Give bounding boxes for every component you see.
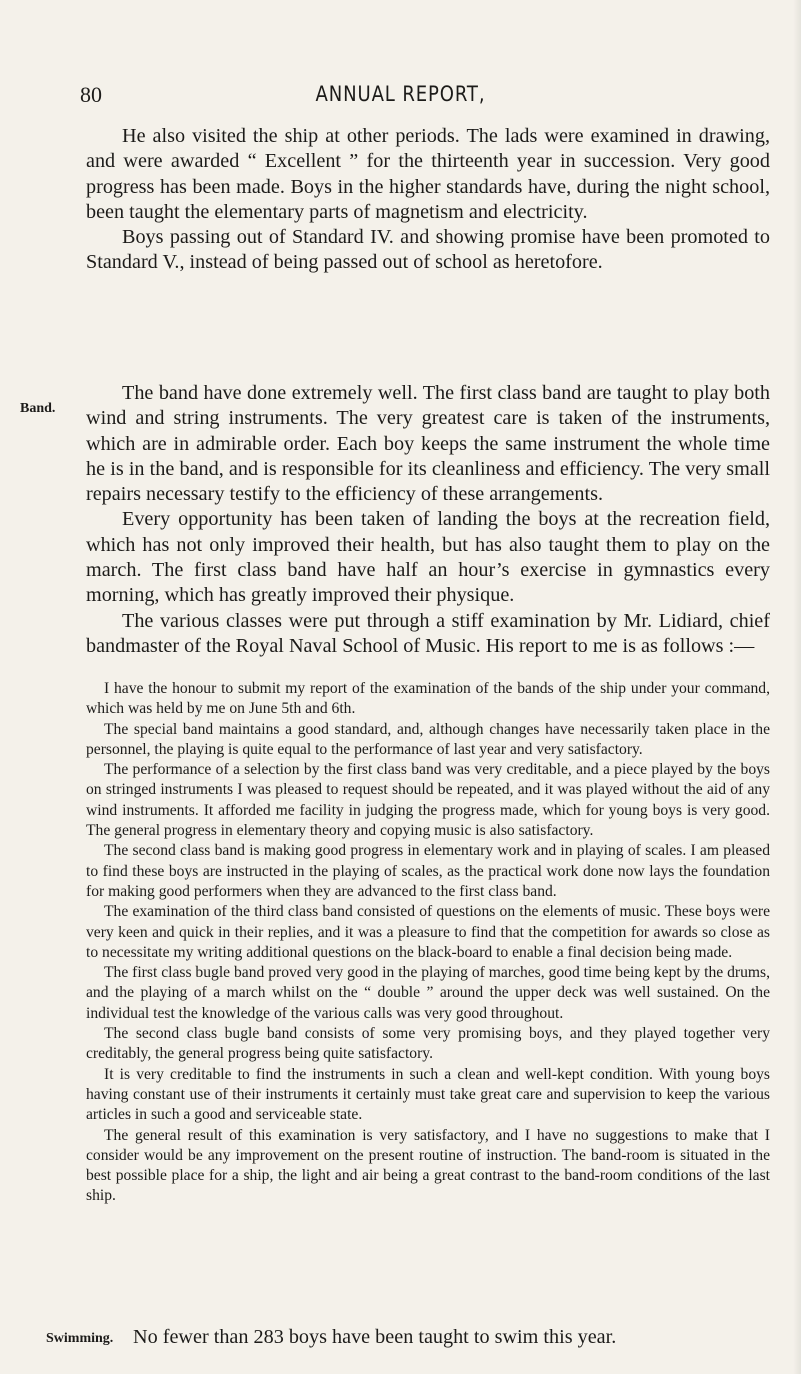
band-margin-heading: Band. bbox=[20, 401, 56, 416]
bandmaster-report bbox=[86, 679, 770, 1207]
paragraph: He also visited the ship at other periods. The lads were examined in drawing, and were awarded “ Excellent ” for the thirteenth year in succession. Very good progress has been made. Boys in the higher standards have, during the night school, been taught the elementary parts of magnetism and electricity. bbox=[86, 125, 770, 223]
report-paragraph: The general result of this examination is very satisfactory, and I have no suggestions to make that I consider would be any improvement on the present routine of instruction. The band-room is situated in the best possible place for a ship, the light and air being a great contrast to the band-room conditions of the last ship. bbox=[86, 1126, 770, 1205]
report-paragraph: The second class band is making good progress in elementary work and in playing of scales. I am pleased to find these boys are instructed in the playing of scales, as the practical work done now lays the foundation for making good performers when they are advanced to the first class band. bbox=[86, 842, 770, 900]
report-paragraph: The examination of the third class band consisted of questions on the elements of music. These boys were very keen and quick in their replies, and it was a pleasure to find that the competition for awards so close as to necessitate my writing additional questions on the black-board to enable a final decision being made. bbox=[86, 903, 770, 961]
paragraph: The various classes were put through a stiff examination by Mr. Lidiard, chief bandmaster of the Royal Naval School of Music. His report to me is as follows :— bbox=[86, 609, 770, 657]
swimming-paragraph: No fewer than 283 boys have been taught to swim this year. bbox=[133, 1326, 617, 1348]
page-number: 80 bbox=[80, 82, 102, 107]
report-paragraph: I have the honour to submit my report of the examination of the bands of the ship under your command, which was held by me on June 5th and 6th. bbox=[86, 680, 770, 718]
report-paragraph: The second class bugle band consists of some very promising boys, and they played together very creditably, the general progress being quite satisfactory. bbox=[86, 1025, 770, 1063]
paragraph: The band have done extremely well. The first class band are taught to play both wind and string instruments. The very greatest care is taken of the instruments, which are in admirable order. Each boy keeps the same instrument the whole time he is in the band, and is responsible for its cleanliness and efficiency. The very small repairs necessary testify to the efficiency of these arrangements. bbox=[86, 382, 770, 506]
paragraph: Every opportunity has been taken of landing the boys at the recreation field, which has not only improved their health, but has also taught them to play on the march. The first class band have half an hour’s exercise in gymnastics every morning, which has greatly improved their physique. bbox=[86, 508, 770, 607]
intro-section bbox=[86, 124, 770, 276]
report-paragraph: The performance of a selection by the first class band was very creditable, and a piece played by the boys on stringed instruments I was pleased to request should be repeated, and it was played without the aid of any wind instruments. It afforded me facility in judging the progress made, which for young boys is very good. The general progress in elementary theory and copying music is also satisfactory. bbox=[86, 761, 770, 840]
report-paragraph: The special band maintains a good standard, and, although changes have necessarily taken place in the personnel, the playing is quite equal to the performance of last year and very satisfactory. bbox=[86, 720, 770, 758]
page-header bbox=[0, 82, 801, 112]
report-paragraph: The first class bugle band proved very good in the playing of marches, good time being kept by the drums, and the playing of a march whilst on the “ double ” around the upper deck was well sustained. On the individual test the knowledge of the various calls was very good throughout. bbox=[86, 964, 770, 1022]
report-paragraph: It is very creditable to find the instruments in such a clean and well-kept condition. With young boys having constant use of their instruments it certainly must take great care and supervision to keep the various articles in such a good and serviceable state. bbox=[86, 1065, 770, 1124]
page-edge-shadow bbox=[793, 0, 801, 1374]
band-section bbox=[86, 381, 770, 659]
swimming-margin-heading: Swimming. bbox=[46, 1331, 114, 1346]
running-head: ANNUAL REPORT, bbox=[315, 82, 486, 106]
paragraph: Boys passing out of Standard IV. and showing promise have been promoted to Standard V., instead of being passed out of school as heretofore. bbox=[86, 226, 770, 274]
